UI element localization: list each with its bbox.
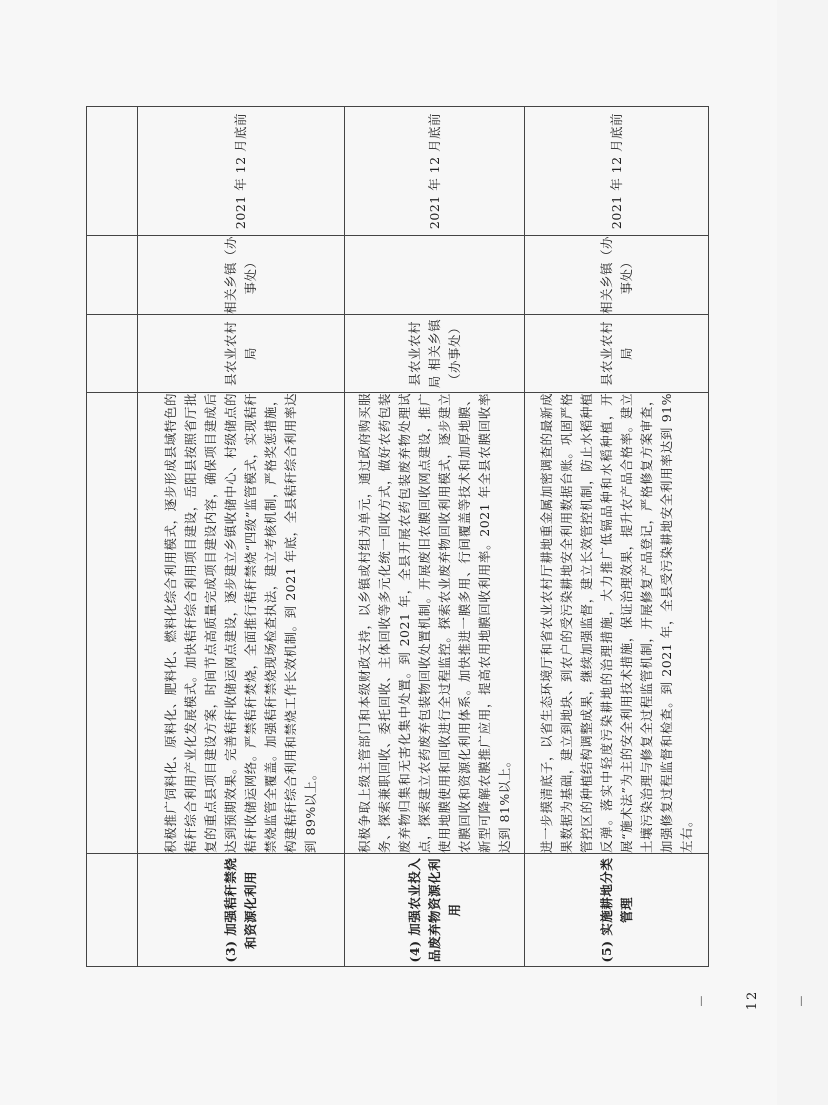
- deadline: 2021 年 12 月底前: [138, 107, 345, 236]
- table-row: [525, 107, 709, 967]
- lead-department: 县农业农村局 相关乡镇（办事处）: [345, 315, 525, 393]
- blank-cell: [87, 107, 138, 236]
- blank-cell: [87, 393, 138, 854]
- item-title: (3) 加强秸秆禁烧和资源化利用: [138, 854, 345, 967]
- lead-department: 县农业农村局: [525, 315, 709, 393]
- responsible-unit: [345, 236, 525, 315]
- responsible-unit: 相关乡镇（办事处）: [138, 236, 345, 315]
- item-title: (4) 加强农业投入品废弃物资源化利用: [345, 854, 525, 967]
- blank-cell: [87, 854, 138, 967]
- blank-cell: [87, 315, 138, 393]
- rotated-table-wrapper: [86, 112, 707, 967]
- table-row: [345, 107, 525, 967]
- responsible-unit: 相关乡镇（办事处）: [525, 236, 709, 315]
- item-title: (5) 实施耕地分类管理: [525, 854, 709, 967]
- blank-cell: [87, 236, 138, 315]
- task-table: [86, 106, 709, 967]
- table-row: [138, 107, 345, 967]
- item-content: 积极推广饲料化、原料化、肥料化、燃料化综合利用模式，逐步形成县域特色的秸秆综合利用产业化发展模式。加快秸秆综合利用项目建设，岳阳县按照省厅批复的重点县项目建设方案，时间节点高质量完成项目建设内容，确保项目建成后达到预期效果。完善秸秆收储运网点建设，逐步建立乡镇收储中心、村级储点的秸秆收储运网络。严禁秸秆焚烧，全面推行秸秆禁烧“四级”监管模式，实现秸秆禁烧监管全覆盖。加强秸秆禁烧现场检查执法，建立考核机制，严格奖惩措施，构建秸秆综合利用和禁烧工作长效机制。到 2021 年底，全县秸秆综合利用率达到 89%以上。: [138, 393, 345, 854]
- item-content: 进一步摸清底子，以省生态环境厅和省农业农村厅耕地重金属加密调查的最新成果数据为基础，建立到地块、到农户的受污染耕地安全利用数据台账。巩固严格管控区的种植结构调整成果，继续加强监督，建立长效管控机制，防止水稻种植反弹。落实中轻度污染耕地的治理措施，大力推广低镉品种和水稻种植，开展“施术法”为主的安全利用技术措施，保证治理效果，提升农产品合格率。建立土壤污染治理与修复全过程监管机制，开展修复产品登记，严格修复方案审查，加强修复过程监督和检查。到 2021 年，全县受污染耕地安全利用率达到 91%左右。: [525, 393, 709, 854]
- deadline: 2021 年 12 月底前: [525, 107, 709, 236]
- deadline: 2021 年 12 月底前: [345, 107, 525, 236]
- page-number: － 12 －: [695, 989, 810, 1011]
- item-content: 积极争取上级主管部门和本级财政支持，以乡镇或村组为单元，通过政府购买服务、探索兼职回收、委托回收、主体回收等多元化统一回收方式，做好农药包装废弃物归集和无害化集中处置。到 2021 年，全县开展农药包装废弃物处理试点，探索建立农药废弃包装物回收处置机制。开展废旧农膜回收网点建设，推广使用地膜使用和回收进行全过程监控。探索农业废弃物回收利用模式，逐步建立农膜回收和资源化利用体系。加快推进一膜多用、行间覆盖等技术和加厚地膜、新型可降解农膜推广应用，提高农用地膜回收利用率。2021 年全县农膜回收率达到 81%以上。: [345, 393, 525, 854]
- lead-department: 县农业农村局: [138, 315, 345, 393]
- table-row-blank: [87, 107, 138, 967]
